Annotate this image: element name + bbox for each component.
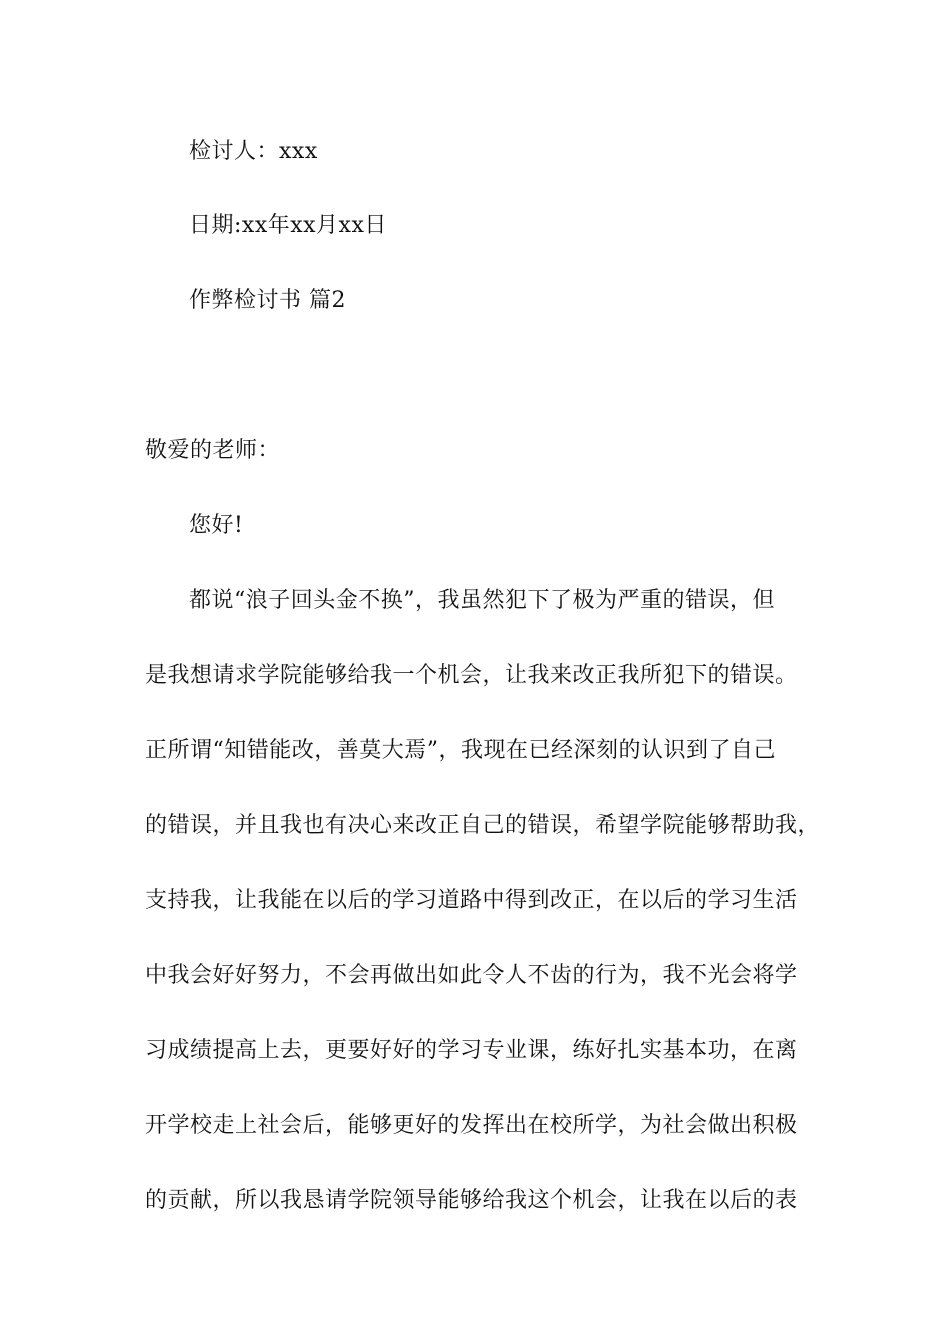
- body-line: 都说“浪子回头金不换”，我虽然犯下了极为严重的错误，但: [189, 588, 775, 613]
- body-line: 的贡献，所以我恳请学院领导能够给我这个机会，让我在以后的表: [145, 1188, 798, 1213]
- body-line: 正所谓“知错能改，善莫大焉”，我现在已经深刻的认识到了自己: [145, 738, 776, 763]
- salutation: 敬爱的老师：: [145, 438, 281, 463]
- body-line: 习成绩提高上去，更要好好的学习专业课，练好扎实基本功，在离: [145, 1038, 798, 1063]
- body-line: 的错误，并且我也有决心来改正自己的错误，希望学院能够帮助我，: [145, 813, 821, 838]
- greeting: 您好!: [189, 513, 244, 538]
- date-line: 日期:xx年xx月xx日: [189, 213, 387, 238]
- body-line: 支持我，让我能在以后的学习道路中得到改正，在以后的学习生活: [145, 888, 798, 913]
- body-line: 中我会好好努力，不会再做出如此令人不齿的行为，我不光会将学: [145, 963, 798, 988]
- body-line: 是我想请求学院能够给我一个机会，让我来改正我所犯下的错误。: [145, 663, 798, 688]
- signature-line: 检讨人：xxx: [189, 139, 318, 164]
- body-line: 开学校走上社会后，能够更好的发挥出在校所学，为社会做出积极: [145, 1113, 798, 1138]
- section-title: 作弊检讨书 篇2: [189, 288, 346, 313]
